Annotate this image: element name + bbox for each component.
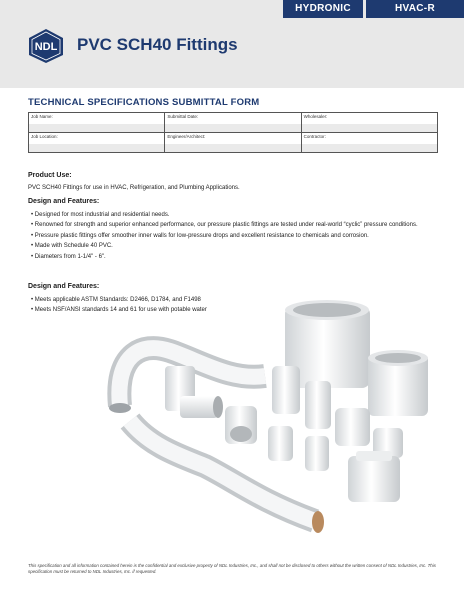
- tab-hvac-r[interactable]: HVAC-R: [366, 0, 464, 18]
- product-use-heading: Product Use:: [28, 172, 72, 179]
- pvc-fittings-photo: [90, 296, 450, 546]
- engineer-architect-field[interactable]: Engineer/Architect:: [165, 133, 301, 153]
- wholesaler-field[interactable]: Wholesaler:: [301, 113, 437, 133]
- product-use-text: PVC SCH40 Fittings for use in HVAC, Refrigeration, and Plumbing Applications.: [28, 185, 240, 191]
- list-item: • Designed for most industrial and residential needs.: [31, 212, 170, 218]
- design-features-heading-2: Design and Features:: [28, 283, 100, 290]
- list-item: • Made with Schedule 40 PVC.: [31, 243, 113, 250]
- logo-text: NDL: [34, 41, 58, 53]
- tab-hydronic[interactable]: HYDRONIC: [283, 0, 363, 18]
- list-item: • Meets applicable ASTM Standards: D2466, D1784, and F1498: [31, 297, 201, 303]
- submittal-date-field[interactable]: Submittal Date:: [165, 113, 301, 133]
- design-features-heading: Design and Features:: [28, 198, 100, 205]
- confidentiality-footer: This specification and all information contained herein is the confidential and exclusive property of NDL Industries, Inc., and shall not be disclosed to others without the written consent of NDL Industries, Inc. This specification must be returned to NDL Industries, Inc. if requested.: [28, 563, 436, 574]
- design-features-list: [28, 211, 438, 263]
- submittal-form: [28, 112, 438, 153]
- list-item: • Diameters from 1-1/4" - 6".: [31, 253, 106, 260]
- job-location-field[interactable]: Job Location:: [29, 133, 165, 153]
- contractor-field[interactable]: Contractor:: [301, 133, 437, 153]
- list-item: • Pressure plastic fittings offer smoother inner walls for low-pressure drops and excellent resistance to chemicals and corrosion.: [31, 232, 369, 239]
- list-item: • Meets NSF/ANSI standards 14 and 61 for use with potable water: [31, 307, 207, 314]
- page-title: PVC SCH40 Fittings: [77, 35, 238, 54]
- ndl-logo: [27, 28, 65, 64]
- form-heading: TECHNICAL SPECIFICATIONS SUBMITTAL FORM: [28, 97, 260, 108]
- list-item: • Renowned for strength and superior enhanced performance, our pressure plastic fittings are tested under real-world “cyclic” pressure conditions.: [31, 222, 418, 229]
- job-name-field[interactable]: Job Name:: [29, 113, 165, 133]
